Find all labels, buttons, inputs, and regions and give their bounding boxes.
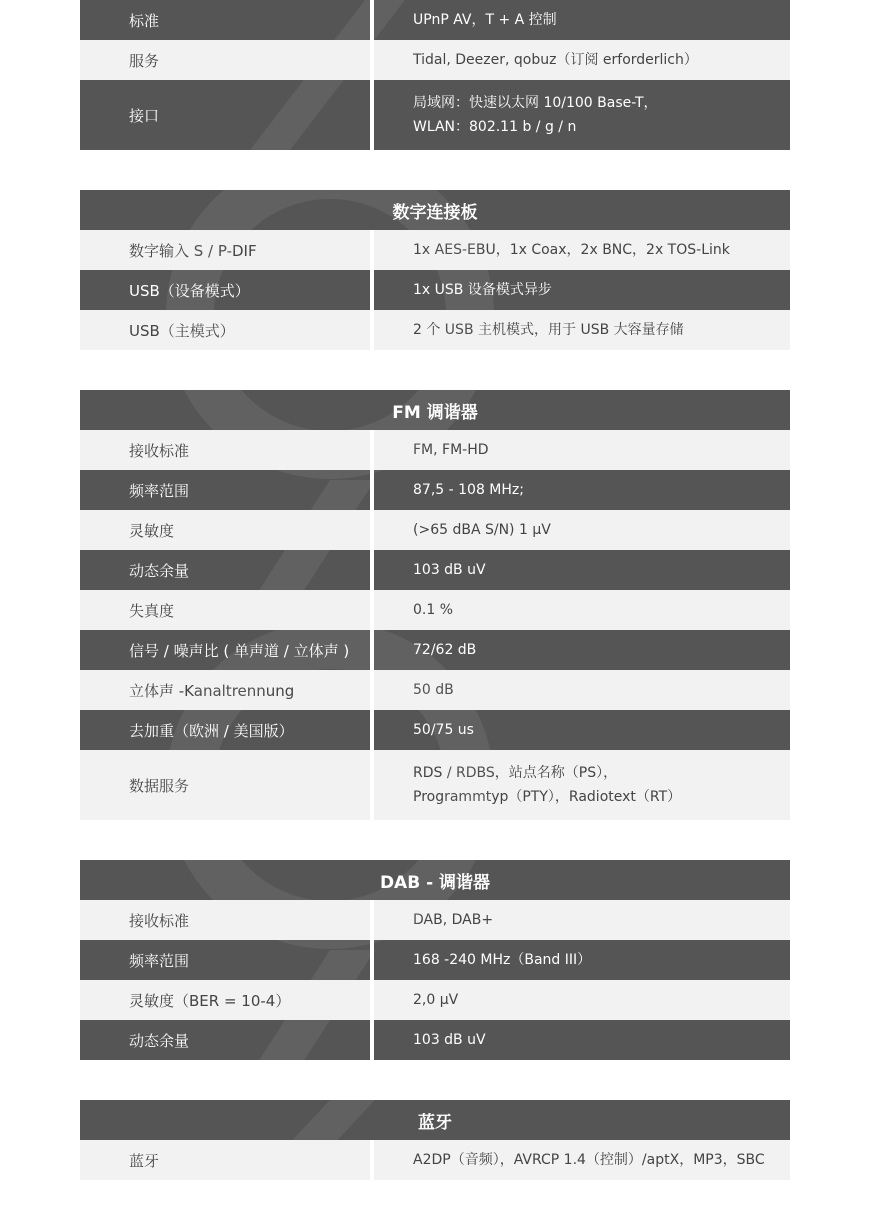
spec-value-line: 72/62 dB xyxy=(413,642,477,658)
section-title: 蓝牙 xyxy=(80,1100,790,1140)
section-network xyxy=(80,0,790,150)
spec-value xyxy=(374,550,790,590)
spec-label: 灵敏度（BER = 10-4） xyxy=(80,980,370,1020)
spec-row xyxy=(80,80,790,150)
spec-value-line: 0.1 % xyxy=(413,602,454,618)
spec-value-line: 168 -240 MHz（Band III） xyxy=(413,952,592,968)
spec-value xyxy=(374,230,790,270)
spec-row xyxy=(80,710,790,750)
spec-row xyxy=(80,0,790,40)
spec-row xyxy=(80,900,790,940)
spec-value-line: Programmtyp（PTY），Radiotext（RT） xyxy=(413,789,682,805)
spec-row xyxy=(80,40,790,80)
section-bluetooth xyxy=(80,1100,790,1180)
spec-value-line: (>65 dBA S/N) 1 µV xyxy=(413,522,551,538)
spec-row xyxy=(80,1140,790,1180)
spec-value xyxy=(374,470,790,510)
spec-row xyxy=(80,670,790,710)
spec-label: 频率范围 xyxy=(80,470,370,510)
spec-label: 接口 xyxy=(80,80,370,150)
spec-value xyxy=(374,630,790,670)
section-dab-tuner xyxy=(80,860,790,1060)
spec-row xyxy=(80,980,790,1020)
spec-label: 去加重（欧洲 / 美国版） xyxy=(80,710,370,750)
spec-row xyxy=(80,430,790,470)
spec-value-line: 103 dB uV xyxy=(413,562,486,578)
spec-label: 动态余量 xyxy=(80,550,370,590)
spec-label: 标准 xyxy=(80,0,370,40)
section-title: DAB - 调谐器 xyxy=(80,860,790,900)
spec-value xyxy=(374,270,790,310)
spec-value xyxy=(374,1140,790,1180)
spec-row xyxy=(80,510,790,550)
spec-value-line: 103 dB uV xyxy=(413,1032,486,1048)
spec-row xyxy=(80,550,790,590)
spec-label: 失真度 xyxy=(80,590,370,630)
spec-label: 服务 xyxy=(80,40,370,80)
spec-value-line: UPnP AV，T + A 控制 xyxy=(413,12,557,28)
section-digital-board xyxy=(80,190,790,350)
spec-label: 动态余量 xyxy=(80,1020,370,1060)
spec-row xyxy=(80,750,790,820)
spec-value-line: 50 dB xyxy=(413,682,454,698)
spec-label: USB（主模式） xyxy=(80,310,370,350)
spec-value-line: DAB, DAB+ xyxy=(413,912,494,928)
spec-value-line: 1x USB 设备模式异步 xyxy=(413,282,552,298)
spec-value-line: 2,0 µV xyxy=(413,992,459,1008)
spec-row xyxy=(80,270,790,310)
spec-value-line: 1x AES-EBU，1x Coax，2x BNC，2x TOS-Link xyxy=(413,242,730,258)
spec-row xyxy=(80,230,790,270)
spec-value-line: RDS / RDBS，站点名称（PS）， xyxy=(413,765,618,781)
spec-value xyxy=(374,430,790,470)
spec-label: 频率范围 xyxy=(80,940,370,980)
spec-value-line: Tidal, Deezer, qobuz（订阅 erforderlich） xyxy=(413,52,698,68)
spec-value-line: A2DP（音频），AVRCP 1.4（控制）/aptX，MP3，SBC xyxy=(413,1152,765,1168)
spec-label: 灵敏度 xyxy=(80,510,370,550)
spec-value xyxy=(374,1020,790,1060)
spec-value-line: 87,5 - 108 MHz; xyxy=(413,482,524,498)
spec-value-line: WLAN：802.11 b / g / n xyxy=(413,119,577,135)
spec-value xyxy=(374,40,790,80)
section-title: 数字连接板 xyxy=(80,190,790,230)
spec-label: USB（设备模式） xyxy=(80,270,370,310)
spec-label: 接收标准 xyxy=(80,430,370,470)
spec-value xyxy=(374,0,790,40)
spec-row xyxy=(80,470,790,510)
spec-value xyxy=(374,510,790,550)
spec-label: 立体声 -Kanaltrennung xyxy=(80,670,370,710)
spec-value xyxy=(374,710,790,750)
spec-value xyxy=(374,80,790,150)
spec-value-line: 2 个 USB 主机模式，用于 USB 大容量存储 xyxy=(413,322,684,338)
spec-label: 信号 / 噪声比 ( 单声道 / 立体声 ) xyxy=(80,630,370,670)
spec-row xyxy=(80,940,790,980)
spec-label: 接收标准 xyxy=(80,900,370,940)
spec-value xyxy=(374,750,790,820)
spec-row xyxy=(80,310,790,350)
spec-row xyxy=(80,590,790,630)
section-fm-tuner xyxy=(80,390,790,820)
spec-value-line: 50/75 us xyxy=(413,722,474,738)
spec-value xyxy=(374,670,790,710)
spec-value xyxy=(374,590,790,630)
spec-label: 数据服务 xyxy=(80,750,370,820)
spec-value xyxy=(374,310,790,350)
spec-row xyxy=(80,1020,790,1060)
spec-row xyxy=(80,630,790,670)
spec-label: 蓝牙 xyxy=(80,1140,370,1180)
spec-value-line: 局域网：快速以太网 10/100 Base-T， xyxy=(413,95,658,111)
section-title: FM 调谐器 xyxy=(80,390,790,430)
spec-value xyxy=(374,980,790,1020)
spec-label: 数字输入 S / P-DIF xyxy=(80,230,370,270)
spec-value xyxy=(374,940,790,980)
spec-value-line: FM, FM-HD xyxy=(413,442,489,458)
spec-value xyxy=(374,900,790,940)
